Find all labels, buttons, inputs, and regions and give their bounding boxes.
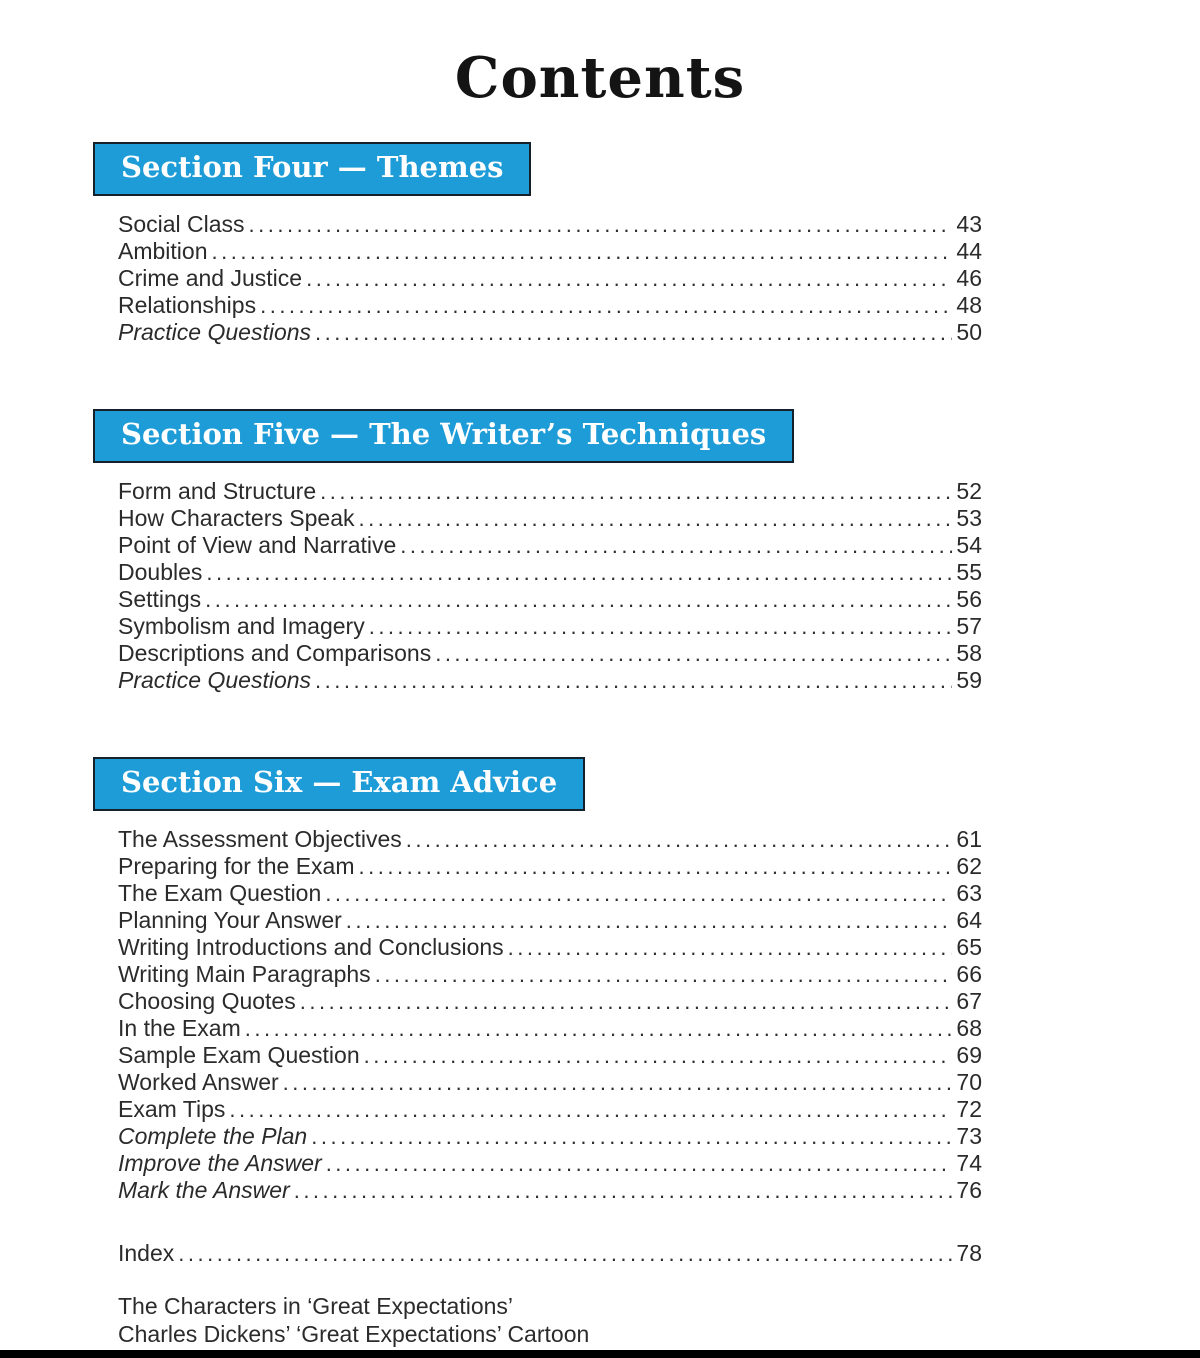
toc-entry xyxy=(118,961,982,988)
entry-page-number: 62 xyxy=(956,853,982,879)
entry-page-number: 76 xyxy=(956,1177,982,1203)
toc-entry xyxy=(118,1069,982,1096)
entry-page-number: 56 xyxy=(956,586,982,612)
dot-leader xyxy=(320,478,952,505)
dot-leader xyxy=(359,505,953,532)
entry-page-number: 73 xyxy=(956,1123,982,1149)
entry-page-number: 43 xyxy=(956,211,982,237)
toc-section xyxy=(93,409,982,694)
entry-page-number: 50 xyxy=(956,319,982,345)
dot-leader xyxy=(508,934,953,961)
dot-leader xyxy=(406,826,953,853)
dot-leader xyxy=(206,559,952,586)
entry-label: Complete the Plan xyxy=(118,1123,308,1149)
toc-entry xyxy=(118,826,982,853)
entry-label: Writing Introductions and Conclusions xyxy=(118,934,504,960)
toc-entry xyxy=(118,1015,982,1042)
entry-label: Point of View and Narrative xyxy=(118,532,397,558)
entry-label: Choosing Quotes xyxy=(118,988,296,1014)
entry-page-number: 69 xyxy=(956,1042,982,1068)
entry-page-number: 78 xyxy=(956,1240,982,1266)
entry-label: Improve the Answer xyxy=(118,1150,322,1176)
toc-entry xyxy=(118,292,982,319)
toc-sections xyxy=(0,142,1200,1204)
toc-entry xyxy=(118,934,982,961)
dot-leader xyxy=(300,988,953,1015)
dot-leader xyxy=(369,613,953,640)
toc-entry xyxy=(118,238,982,265)
toc-entry xyxy=(118,667,982,694)
toc-entry xyxy=(118,505,982,532)
footer-line-characters: The Characters in ‘Great Expectations’ xyxy=(118,1293,514,1319)
entry-page-number: 44 xyxy=(956,238,982,264)
dot-leader xyxy=(325,880,952,907)
toc-entry xyxy=(118,1123,982,1150)
entry-page-number: 74 xyxy=(956,1150,982,1176)
dot-leader xyxy=(326,1150,953,1177)
section-entries xyxy=(93,826,982,1204)
entry-page-number: 58 xyxy=(956,640,982,666)
entry-label: The Assessment Objectives xyxy=(118,826,402,852)
toc-entry xyxy=(118,880,982,907)
section-entries xyxy=(93,478,982,694)
toc-entry xyxy=(118,265,982,292)
toc-section xyxy=(93,757,982,1204)
entry-page-number: 64 xyxy=(956,907,982,933)
entry-label: Settings xyxy=(118,586,202,612)
dot-leader xyxy=(245,1015,953,1042)
entry-page-number: 55 xyxy=(956,559,982,585)
toc-entry xyxy=(118,586,982,613)
entry-label: Writing Main Paragraphs xyxy=(118,961,371,987)
entry-label: Practice Questions xyxy=(118,319,312,345)
entry-label: Social Class xyxy=(118,211,245,237)
entry-label: Preparing for the Exam xyxy=(118,853,355,879)
dot-leader xyxy=(260,292,952,319)
section-header xyxy=(93,409,794,463)
entry-page-number: 59 xyxy=(956,667,982,693)
dot-leader xyxy=(359,853,953,880)
footer-lines xyxy=(118,1292,1200,1348)
entry-page-number: 70 xyxy=(956,1069,982,1095)
dot-leader xyxy=(400,532,952,559)
footer-line-cartoon: Charles Dickens’ ‘Great Expectations’ Cartoon xyxy=(118,1321,590,1347)
entry-label: Practice Questions xyxy=(118,667,312,693)
entry-label: Form and Structure xyxy=(118,478,317,504)
toc-entry xyxy=(118,1096,982,1123)
toc-entry xyxy=(118,319,982,346)
entry-label: How Characters Speak xyxy=(118,505,355,531)
dot-leader xyxy=(315,667,952,694)
dot-leader xyxy=(364,1042,953,1069)
entry-page-number: 48 xyxy=(956,292,982,318)
entry-page-number: 54 xyxy=(956,532,982,558)
entry-page-number: 72 xyxy=(956,1096,982,1122)
section-entries xyxy=(93,211,982,346)
entry-page-number: 61 xyxy=(956,826,982,852)
dot-leader xyxy=(205,586,952,613)
index-row xyxy=(118,1240,982,1267)
entry-page-number: 53 xyxy=(956,505,982,531)
dot-leader xyxy=(283,1069,953,1096)
entry-page-number: 52 xyxy=(956,478,982,504)
entry-label: Descriptions and Comparisons xyxy=(118,640,432,666)
entry-label: Planning Your Answer xyxy=(118,907,342,933)
entry-label: Symbolism and Imagery xyxy=(118,613,365,639)
toc-entry-index xyxy=(118,1240,982,1267)
entry-label: Relationships xyxy=(118,292,257,318)
toc-entry xyxy=(118,532,982,559)
toc-entry xyxy=(118,907,982,934)
section-title: Section Six — Exam Advice xyxy=(121,765,558,799)
dot-leader xyxy=(375,961,953,988)
toc-section xyxy=(93,142,982,346)
entry-page-number: 46 xyxy=(956,265,982,291)
dot-leader xyxy=(211,238,952,265)
toc-entry xyxy=(118,1177,982,1204)
entry-label: Index xyxy=(118,1240,175,1266)
section-title: Section Four — Themes xyxy=(121,150,504,184)
entry-page-number: 66 xyxy=(956,961,982,987)
section-title: Section Five — The Writer’s Techniques xyxy=(121,417,767,451)
dot-leader xyxy=(435,640,952,667)
toc-entry xyxy=(118,613,982,640)
toc-entry xyxy=(118,853,982,880)
dot-leader xyxy=(311,1123,952,1150)
entry-page-number: 67 xyxy=(956,988,982,1014)
dot-leader xyxy=(346,907,953,934)
toc-entry xyxy=(118,1150,982,1177)
dot-leader xyxy=(229,1096,952,1123)
entry-page-number: 65 xyxy=(956,934,982,960)
entry-label: Exam Tips xyxy=(118,1096,226,1122)
dot-leader xyxy=(315,319,952,346)
section-header xyxy=(93,142,531,196)
dot-leader xyxy=(178,1240,952,1267)
dot-leader xyxy=(306,265,952,292)
entry-page-number: 63 xyxy=(956,880,982,906)
dot-leader xyxy=(294,1177,953,1204)
page-title: Contents xyxy=(454,45,746,111)
toc-entry xyxy=(118,478,982,505)
entry-page-number: 57 xyxy=(956,613,982,639)
entry-label: The Exam Question xyxy=(118,880,322,906)
toc-entry xyxy=(118,640,982,667)
dot-leader xyxy=(249,211,953,238)
toc-entry xyxy=(118,988,982,1015)
entry-page-number: 68 xyxy=(956,1015,982,1041)
entry-label: Mark the Answer xyxy=(118,1177,290,1203)
entry-label: Worked Answer xyxy=(118,1069,279,1095)
entry-label: In the Exam xyxy=(118,1015,241,1041)
entry-label: Crime and Justice xyxy=(118,265,303,291)
toc-entry xyxy=(118,559,982,586)
entry-label: Ambition xyxy=(118,238,208,264)
page-bottom-bar xyxy=(0,1350,1200,1358)
entry-label: Doubles xyxy=(118,559,203,585)
entry-label: Sample Exam Question xyxy=(118,1042,360,1068)
toc-entry xyxy=(118,1042,982,1069)
toc-entry xyxy=(118,211,982,238)
section-header xyxy=(93,757,585,811)
